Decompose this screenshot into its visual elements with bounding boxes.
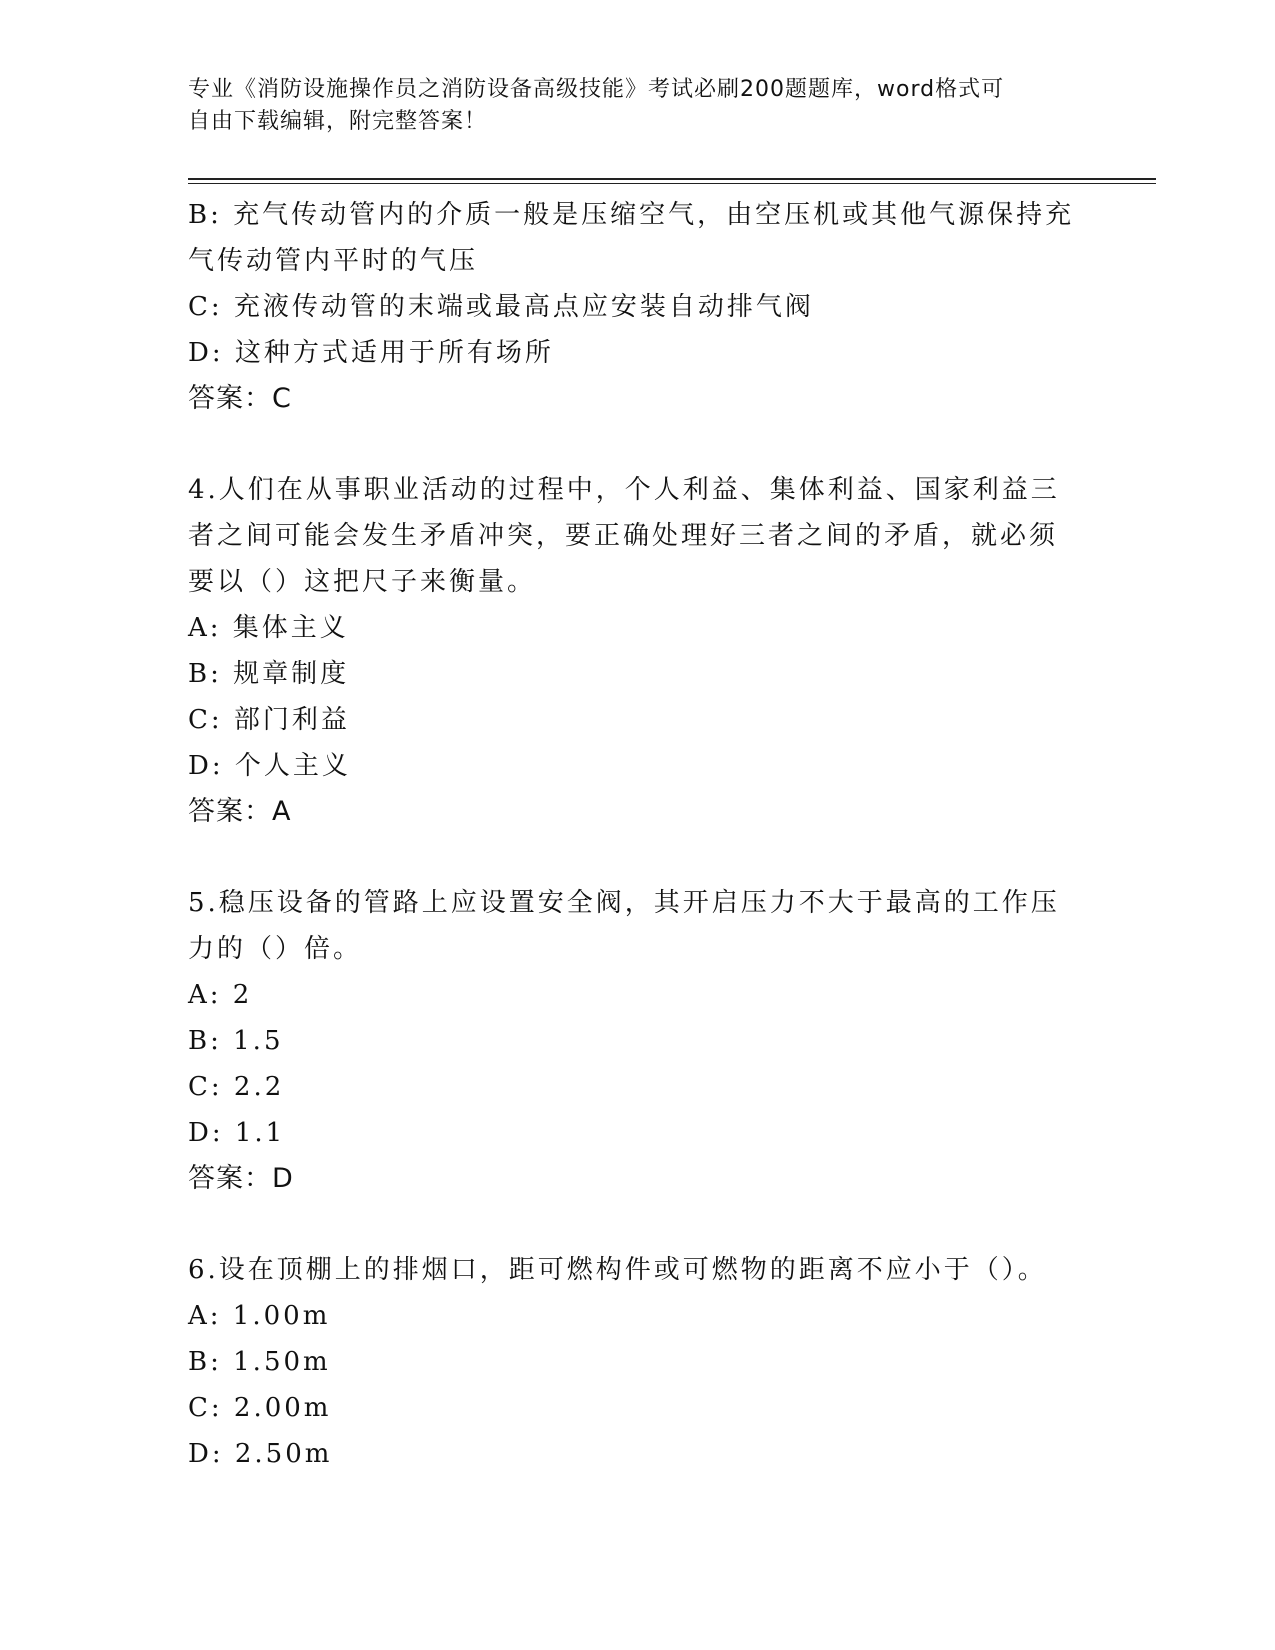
- option-c: C: 2.2: [188, 1072, 285, 1102]
- answer-label: 答案：D: [188, 1163, 294, 1194]
- header-divider-thick: [188, 178, 1156, 180]
- question-stem-line-1: 4.人们在从事职业活动的过程中，个人利益、集体利益、国家利益三: [188, 475, 1060, 505]
- option-b: B: 1.5: [188, 1026, 284, 1056]
- option-b-line-1: B: 充气传动管内的介质一般是压缩空气，由空压机或其他气源保持充: [188, 200, 1075, 230]
- option-c: C: 2.00m: [188, 1393, 332, 1423]
- option-d: D: 1.1: [188, 1118, 286, 1148]
- question-list: [188, 192, 1088, 1477]
- document-header: [188, 74, 1068, 138]
- option-a: A: 2: [188, 980, 253, 1010]
- question-stem-line-2: 力的（）倍。: [188, 934, 363, 964]
- answer-label: 答案：A: [188, 796, 292, 827]
- option-d: D: 这种方式适用于所有场所: [188, 338, 554, 368]
- question-5: [188, 880, 1088, 1202]
- question-6: [188, 1247, 1088, 1477]
- option-d: D: 2.50m: [188, 1439, 333, 1469]
- option-c: C: 充液传动管的末端或最高点应安装自动排气阀: [188, 292, 814, 322]
- option-d: D: 个人主义: [188, 751, 351, 781]
- option-a: A: 1.00m: [188, 1301, 331, 1331]
- option-b-line-2: 气传动管内平时的气压: [188, 246, 479, 276]
- option-b: B: 1.50m: [188, 1347, 331, 1377]
- option-a: A: 集体主义: [188, 613, 349, 643]
- answer-label: 答案：C: [188, 383, 292, 414]
- question-stem-line-1: 5.稳压设备的管路上应设置安全阀，其开启压力不大于最高的工作压: [188, 888, 1060, 918]
- question-stem-line-1: 6.设在顶棚上的排烟口，距可燃构件或可燃物的距离不应小于（）。: [188, 1255, 1047, 1285]
- question-4: [188, 467, 1088, 835]
- question-stem-line-3: 要以（）这把尺子来衡量。: [188, 567, 537, 597]
- option-c: C: 部门利益: [188, 705, 350, 735]
- header-title-line-1: 专业《消防设施操作员之消防设备高级技能》考试必刷200题题库，word格式可: [188, 77, 1005, 102]
- option-b: B: 规章制度: [188, 659, 350, 689]
- header-title-line-2: 自由下载编辑，附完整答案！: [188, 109, 488, 134]
- question-3-tail: [188, 192, 1088, 422]
- header-divider-thin: [188, 183, 1156, 184]
- question-stem-line-2: 者之间可能会发生矛盾冲突，要正确处理好三者之间的矛盾，就必须: [188, 521, 1059, 551]
